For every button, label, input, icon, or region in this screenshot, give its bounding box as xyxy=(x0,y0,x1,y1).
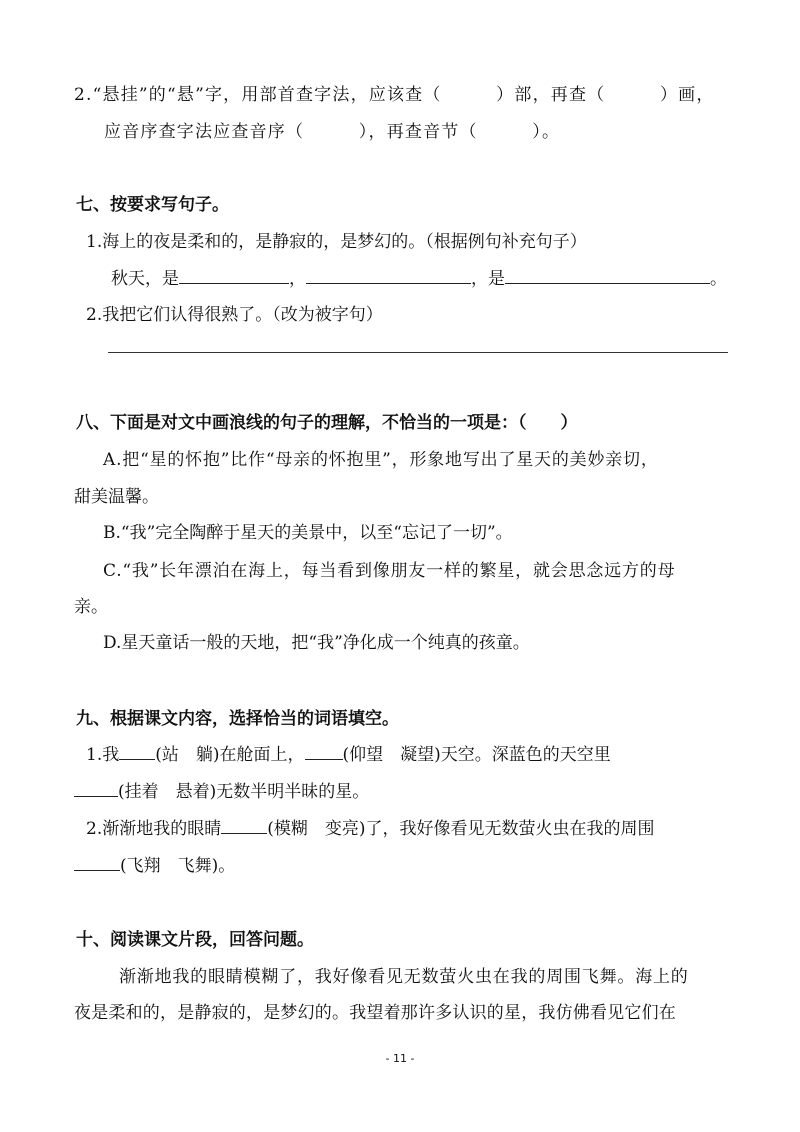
fill-text: (站 躺)在舱面上， xyxy=(155,745,305,765)
section-heading: 八、下面是对文中画浪线的句子的理解，不恰当的一项是：（ ） xyxy=(76,413,578,433)
answer-blank[interactable] xyxy=(505,267,710,284)
answer-line[interactable] xyxy=(108,352,728,353)
section-heading: 七、按要求写句子。 xyxy=(76,195,229,215)
page-number: - 11 - xyxy=(385,1052,415,1065)
fill-sentence xyxy=(74,777,369,802)
option-text: B.“我”完全陶醉于星天的美景中，以至“忘记了一切”。 xyxy=(103,523,513,543)
answer-blank[interactable] xyxy=(221,817,267,834)
question-line: 应音序查字法应查音序（ ），再查音节（ ）。 xyxy=(104,122,561,142)
fill-text: (模糊 变亮)了，我好像看见无数萤火虫在我的周围 xyxy=(267,819,655,839)
fill-text: ， xyxy=(289,269,306,289)
section-heading: 九、根据课文内容，选择恰当的词语填空。 xyxy=(76,709,399,729)
answer-blank[interactable] xyxy=(74,854,120,871)
section-heading: 十、阅读课文片段，回答问题。 xyxy=(76,930,314,950)
fill-text: 秋天，是 xyxy=(111,269,179,289)
option-text: D.星天童话一般的天地，把“我”净化成一个纯真的孩童。 xyxy=(103,633,530,653)
fill-sentence xyxy=(86,740,611,765)
passage-text: 渐渐地我的眼睛模糊了，我好像看见无数萤火虫在我的周围飞舞。海上的 xyxy=(119,967,689,987)
answer-blank[interactable] xyxy=(119,743,155,760)
option-text: 甜美温馨。 xyxy=(74,487,159,507)
fill-sentence xyxy=(111,264,727,289)
fill-sentence xyxy=(74,851,235,876)
fill-text: 1.我 xyxy=(86,745,120,765)
fill-text: ，是 xyxy=(471,269,505,289)
passage-text: 夜是柔和的，是静寂的，是梦幻的。我望着那许多认识的星，我仿佛看见它们在 xyxy=(74,1003,676,1023)
question-prompt: 1.海上的夜是柔和的，是静寂的，是梦幻的。（根据例句补充句子） xyxy=(86,232,587,252)
fill-text: 2.渐渐地我的眼睛 xyxy=(86,819,222,839)
fill-text: (飞翔 飞舞)。 xyxy=(120,856,236,876)
answer-blank[interactable] xyxy=(179,267,289,284)
question-prompt: 2.我把它们认得很熟了。（改为被字句） xyxy=(86,305,383,325)
answer-blank[interactable] xyxy=(306,267,471,284)
answer-blank[interactable] xyxy=(74,780,118,797)
option-text: C.“我”长年漂泊在海上，每当看到像朋友一样的繁星，就会思念远方的母 xyxy=(103,561,676,581)
answer-blank[interactable] xyxy=(305,743,343,760)
question-line: 2.“悬挂”的“悬”字，用部首查字法，应该查（ ）部，再查（ ）画， xyxy=(74,85,715,105)
fill-sentence xyxy=(86,814,655,839)
fill-text: (仰望 凝望)天空。深蓝色的天空里 xyxy=(342,745,611,765)
fill-text: 。 xyxy=(710,269,727,289)
option-text: 亲。 xyxy=(74,597,108,617)
fill-text: (挂着 悬着)无数半明半昧的星。 xyxy=(118,782,370,802)
option-text: A.把“星的怀抱”比作“母亲的怀抱里”，形象地写出了星天的美妙亲切， xyxy=(103,450,659,470)
